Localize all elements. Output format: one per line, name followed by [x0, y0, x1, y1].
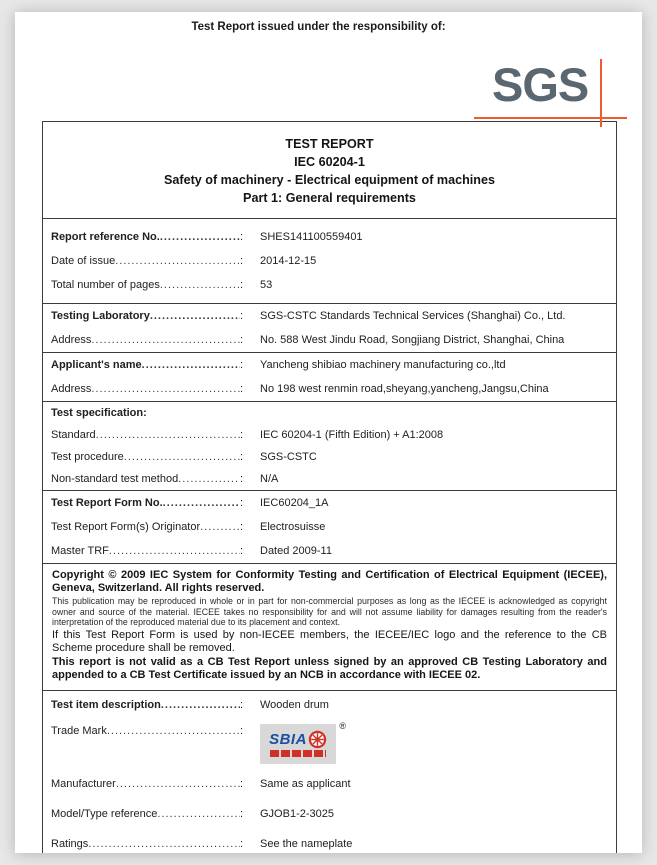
row-value: See the nameplate — [260, 837, 353, 850]
row-value: SGS-CSTC — [260, 451, 317, 463]
row-testing-laboratory — [43, 304, 616, 328]
dotted-leader — [91, 382, 240, 396]
row-value: IEC 60204-1 (Fifth Edition) + A1:2008 — [260, 429, 444, 441]
row-total-pages — [43, 273, 616, 297]
row-label: Applicant's name ..... : — [51, 358, 243, 372]
row-test-specification — [43, 402, 616, 424]
copyright-removal-note: If this Test Report Form is used by non-IECEE members, the IECEE/IEC logo and the reference to the CB Scheme procedure shall be removed. — [52, 628, 607, 654]
dotted-leader — [96, 428, 240, 442]
row-label: Test specification: — [51, 407, 147, 419]
row-label: Standard ..... : — [51, 428, 243, 442]
row-label: Test item description ..... : — [51, 698, 243, 712]
trademark-chinese-characters — [270, 750, 326, 757]
wheel-icon — [308, 730, 327, 749]
test-report-table — [42, 121, 617, 853]
dotted-leader — [109, 544, 240, 558]
row-laboratory-address — [43, 328, 616, 352]
row-value: Dated 2009-11 — [260, 545, 332, 557]
row-label: Date of issue ..... : — [51, 254, 243, 268]
row-label: Master TRF ..... : — [51, 544, 243, 558]
dotted-leader — [115, 254, 240, 268]
row-value: No. 588 West Jindu Road, Songjiang District, Shanghai, China — [260, 334, 565, 346]
row-value: N/A — [260, 473, 279, 485]
copyright-small-print: This publication may be reproduced in whole or in part for non-commercial purposes as long as the IECEE is acknowledged as copyright owner and source of the material. IECEE takes no responsibility for and will not assume liability for damages resulting from the reader's interpretation of the reproduced material due to its placement and context. — [52, 596, 607, 627]
row-value: GJOB1-2-3025 — [260, 807, 334, 820]
dotted-leader — [150, 309, 240, 323]
dotted-leader — [161, 698, 240, 712]
row-label: Trade Mark ..... : — [51, 724, 243, 738]
dotted-leader — [200, 520, 240, 534]
row-label: Ratings ..... : — [51, 837, 243, 851]
copyright-heading: Copyright © 2009 IEC System for Conformity Testing and Certification of Electrical Equipment (IECEE), Geneva, Switzerland. All rights reserved. — [52, 569, 607, 594]
report-title-line: TEST REPORT — [285, 137, 374, 151]
row-ratings — [43, 829, 616, 854]
row-report-reference — [43, 225, 616, 249]
row-value: 53 — [260, 279, 273, 291]
dotted-leader — [163, 496, 240, 510]
row-value — [243, 720, 606, 764]
row-label: Test Report Form(s) Originator ..... : — [51, 520, 243, 534]
row-manufacturer — [43, 769, 616, 799]
row-trf-originator — [43, 515, 616, 539]
dotted-leader — [142, 358, 240, 372]
trademark-logo — [260, 720, 346, 764]
row-value: Wooden drum — [260, 698, 329, 711]
report-title-block — [43, 122, 616, 218]
sgs-logo — [15, 33, 642, 121]
row-value: Yancheng shibiao machinery manufacturing co.,ltd — [260, 359, 506, 371]
row-value: Same as applicant — [260, 777, 351, 790]
row-value: IEC60204_1A — [260, 497, 329, 509]
report-part-line: Part 1: General requirements — [243, 191, 416, 205]
row-value: No 198 west renmin road,sheyang,yancheng,Jangsu,China — [260, 383, 549, 395]
row-applicant-name — [43, 353, 616, 377]
section-report-info — [43, 218, 616, 303]
dotted-leader — [157, 807, 240, 821]
row-label: Total number of pages ..... : — [51, 278, 243, 292]
section-test-specification — [43, 401, 616, 490]
registered-trademark-symbol: ® — [339, 720, 346, 731]
row-label: Address ..... : — [51, 333, 243, 347]
row-label: Model/Type reference ..... : — [51, 807, 243, 821]
sgs-logo-horizontal-line — [474, 117, 627, 119]
section-testing-laboratory — [43, 303, 616, 352]
section-applicant — [43, 352, 616, 401]
dotted-leader — [160, 278, 240, 292]
row-label: Manufacturer ..... : — [51, 777, 243, 791]
row-trade-mark — [43, 719, 616, 769]
row-label: Report reference No. ..... : — [51, 230, 243, 244]
dotted-leader — [178, 472, 240, 486]
row-model-type — [43, 799, 616, 829]
section-test-item — [43, 690, 616, 854]
row-applicant-address — [43, 377, 616, 401]
row-label: Test Report Form No. ..... : — [51, 496, 243, 510]
issued-responsibility-line: Test Report issued under the responsibility of: — [191, 21, 446, 33]
dotted-leader — [124, 450, 240, 464]
copyright-validity-note: This report is not valid as a CB Test Report unless signed by an approved CB Testing Laboratory and appended to a CB Test Certificate issued by an NCB in accordance with IECEE 02. — [52, 655, 607, 681]
row-standard — [43, 424, 616, 446]
row-value: SGS-CSTC Standards Technical Services (Shanghai) Co., Ltd. — [260, 310, 566, 322]
row-label: Non-standard test method ..... : — [51, 472, 243, 486]
row-label: Address ..... : — [51, 382, 243, 396]
section-copyright — [43, 563, 616, 690]
row-value: Electrosuisse — [260, 521, 326, 533]
row-value: SHES141100559401 — [260, 231, 363, 243]
row-master-trf — [43, 539, 616, 563]
section-test-report-form — [43, 490, 616, 563]
dotted-leader — [91, 333, 240, 347]
row-value: 2014-12-15 — [260, 255, 317, 267]
dotted-leader — [160, 230, 240, 244]
dotted-leader — [88, 837, 240, 851]
row-label: Test procedure ..... : — [51, 450, 243, 464]
report-page — [15, 12, 642, 853]
sgs-logo-text: SGS — [492, 58, 589, 111]
report-standard-line: IEC 60204-1 — [294, 155, 365, 169]
dotted-leader — [116, 777, 240, 791]
row-non-standard-method — [43, 468, 616, 490]
row-test-item-description — [43, 691, 616, 719]
row-date-of-issue — [43, 249, 616, 273]
trademark-logo-text: SBIA — [269, 731, 307, 748]
row-test-procedure — [43, 446, 616, 468]
report-subtitle-line: Safety of machinery - Electrical equipment of machines — [163, 173, 496, 187]
trademark-logo-top — [269, 730, 327, 749]
sgs-logo-vertical-line — [600, 59, 602, 127]
dotted-leader — [107, 724, 240, 738]
row-label: Testing Laboratory ..... : — [51, 309, 243, 323]
row-trf-no — [43, 491, 616, 515]
